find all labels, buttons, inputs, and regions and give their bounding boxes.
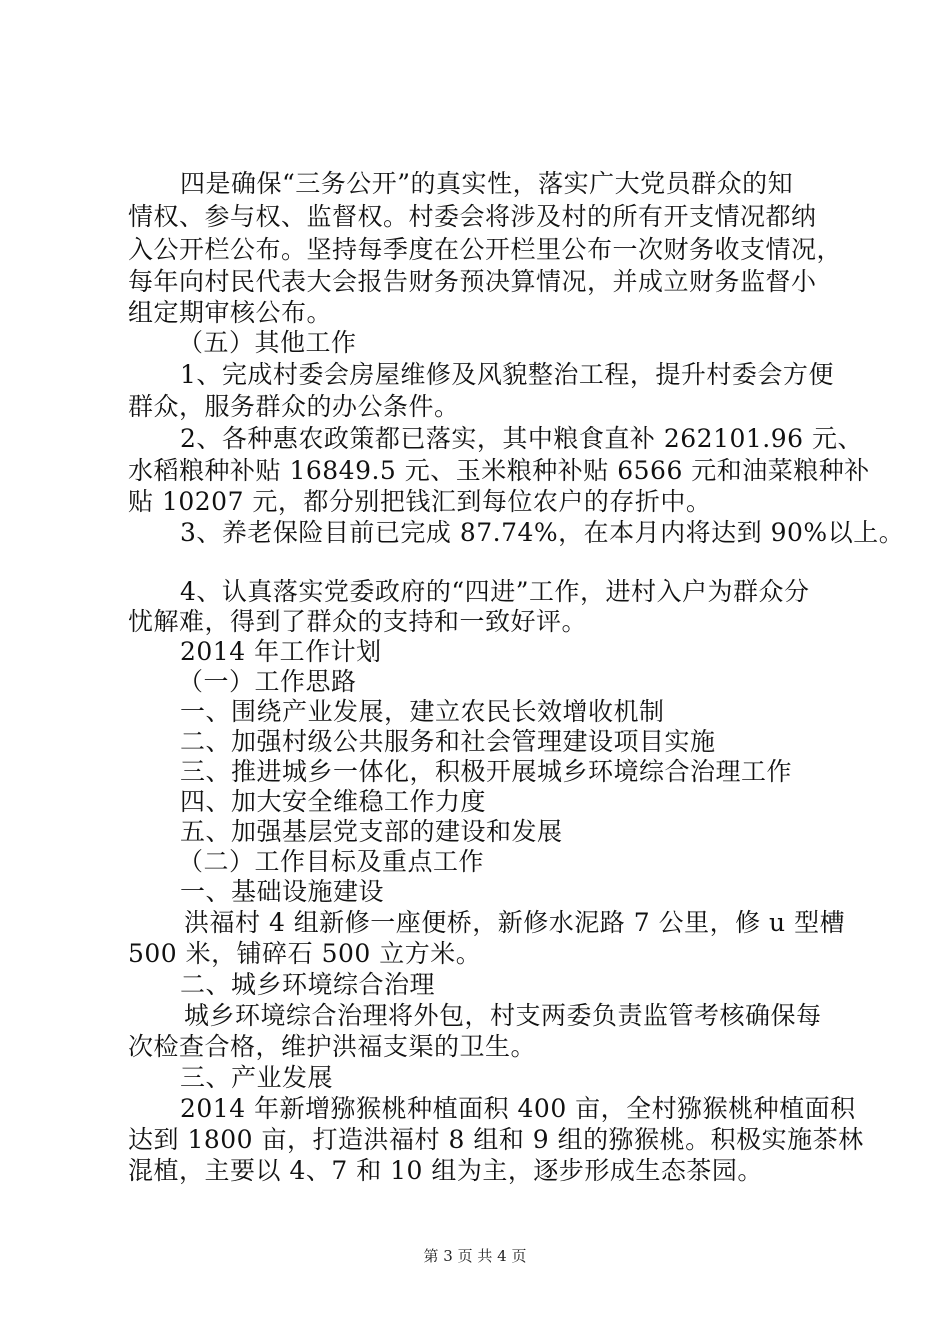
section-heading: （二）工作目标及重点工作 <box>178 847 485 876</box>
text-line: 五、加强基层党支部的建设和发展 <box>180 817 563 846</box>
text-line: 四是确保“三务公开”的真实性，落实广大党员群众的知 <box>180 169 794 198</box>
text-line: 城乡环境综合治理将外包，村支两委负责监管考核确保每 <box>184 1001 822 1030</box>
text-line: 500 米，铺碎石 500 立方米。 <box>128 939 482 968</box>
text-line: 洪福村 4 组新修一座便桥，新修水泥路 7 公里，修 u 型槽 <box>184 908 846 937</box>
text-line: 每年向村民代表大会报告财务预决算情况，并成立财务监督小 <box>128 267 817 296</box>
text-line: 入公开栏公布。坚持每季度在公开栏里公布一次财务收支情况， <box>128 235 843 264</box>
text-line: 1、完成村委会房屋维修及风貌整治工程，提升村委会方便 <box>180 360 834 389</box>
text-line: 贴 10207 元，都分别把钱汇到每位农户的存折中。 <box>128 487 712 516</box>
text-line: 组定期审核公布。 <box>128 298 333 327</box>
text-line: 四、加大安全维稳工作力度 <box>180 787 487 816</box>
text-line: 一、基础设施建设 <box>180 877 385 906</box>
text-line: 二、城乡环境综合治理 <box>180 970 436 999</box>
text-line: 群众，服务群众的办公条件。 <box>128 392 460 421</box>
text-line: 次检查合格，维护洪福支渠的卫生。 <box>128 1032 537 1061</box>
text-line: 达到 1800 亩，打造洪福村 8 组和 9 组的猕猴桃。积极实施茶林 <box>128 1125 864 1154</box>
text-line: 2014 年新增猕猴桃种植面积 400 亩，全村猕猴桃种植面积 <box>180 1094 856 1123</box>
section-heading: （一）工作思路 <box>178 667 357 696</box>
section-heading: （五）其他工作 <box>178 328 357 357</box>
text-line: 3、养老保险目前已完成 87.74%，在本月内将达到 90%以上。 <box>180 518 905 547</box>
text-line: 混植，主要以 4、7 和 10 组为主，逐步形成生态茶园。 <box>128 1156 763 1185</box>
text-line: 情权、参与权、监督权。村委会将涉及村的所有开支情况都纳 <box>128 202 817 231</box>
text-line: 忧解难，得到了群众的支持和一致好评。 <box>128 607 588 636</box>
section-heading: 2014 年工作计划 <box>180 637 382 666</box>
text-line: 二、加强村级公共服务和社会管理建设项目实施 <box>180 727 716 756</box>
text-line: 2、各种惠农政策都已落实，其中粮食直补 262101.96 元、 <box>180 424 863 453</box>
page-footer: 第 3 页 共 4 页 <box>423 1247 527 1265</box>
text-line: 水稻粮种补贴 16849.5 元、玉米粮种补贴 6566 元和油菜粮种补 <box>128 456 870 485</box>
text-line: 一、围绕产业发展，建立农民长效增收机制 <box>180 697 665 726</box>
text-line: 三、推进城乡一体化，积极开展城乡环境综合治理工作 <box>180 757 793 786</box>
text-line: 三、产业发展 <box>180 1063 334 1092</box>
text-line: 4、认真落实党委政府的“四进”工作，进村入户为群众分 <box>180 577 810 606</box>
